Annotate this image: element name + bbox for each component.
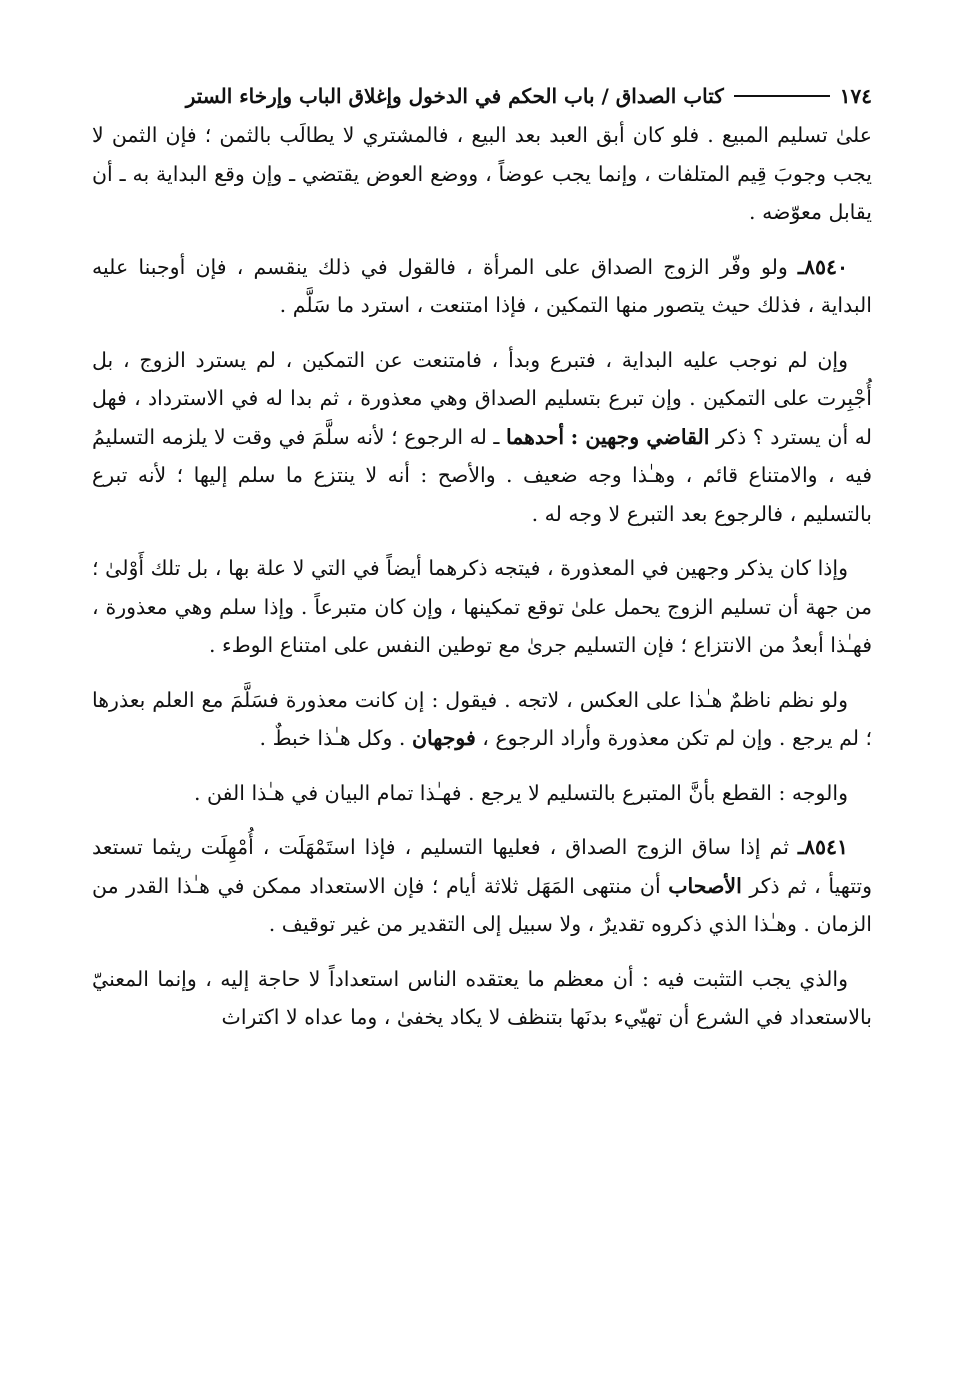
running-header: [92, 76, 872, 116]
header-rule: [734, 95, 830, 97]
paragraph-text: والوجه : القطع بأنَّ المتبرع بالتسليم لا يرجع . فهـٰذا تمام البيان في هـٰذا الفن .: [193, 780, 848, 805]
paragraph-1: [92, 116, 872, 232]
paragraph-4: [92, 549, 872, 665]
bold-term: فوجهان: [411, 726, 476, 750]
paragraph-text: . وكل هـٰذا خبطٌ .: [259, 726, 406, 750]
paragraph-text: ثم إذا ساق الزوج الصداق ، فعليها التسليم ، فإذا استَمْهَلَت ، أُمْهِلَت ريثما تستعد وتتهيأ ، ثم ذكر: [92, 835, 872, 898]
paragraph-text: أن منتهى المَهَل ثلاثة أيام ؛ فإن الاستعداد ممكن في هـٰذا القدر من الزمان . وهـٰذا الذي ذكروه تقديرٌ ، ولا سبيل إلى التقدير من غير توقيف .: [92, 873, 872, 936]
running-title: كتاب الصداق / باب الحكم في الدخول وإغلاق الباب وإرخاء الستر: [185, 84, 724, 108]
paragraph-8540: [92, 248, 872, 325]
paragraph-text: علىٰ تسليم المبيع . فلو كان أبق العبد بعد البيع ، فالمشتري لا يطالَب بالثمن ؛ فإن الثمن لا يجب وجوبَ قِيم المتلفات ، وإنما يجب عوضاً ، ووضع العوض يقتضي ـ وإن وقع البداية به ـ أن يقابل معوّضه .: [92, 123, 872, 224]
paragraph-8: [92, 960, 872, 1037]
paragraph-3: [92, 341, 872, 534]
book-page: [92, 76, 872, 1053]
paragraph-5: [92, 681, 872, 758]
paragraph-6: [92, 774, 872, 813]
page-number: ١٧٤: [839, 84, 872, 108]
section-number: ٨٥٤١ـ: [797, 835, 848, 859]
paragraph-8541: [92, 828, 872, 944]
bold-term: الأصحاب: [668, 873, 742, 898]
paragraph-text: ولو وفّر الزوج الصداق على المرأة ، فالقول في ذلك ينقسم ، فإن أوجبنا عليه البداية ، فذلك حيث يتصور منها التمكين ، فإذا امتنعت ، استرد ما سَلَّم .: [92, 254, 872, 317]
paragraph-text: وإذا كان يذكر وجهين في المعذورة ، فيتجه ذكرهما أيضاً في التي لا علة بها ، بل تلك أَوْلىٰ ؛ من جهة أن تسليم الزوج يحمل علىٰ توقع تمكينها ، وإن كان متبرعاً . وإذا سلم وهي معذورة ، فهـٰذا أبعدُ من الانتزاع ؛ فإن التسليم جرىٰ مع توطين النفس على امتناع الوطء .: [92, 556, 872, 657]
bold-term: القاضي وجهين :: [570, 424, 710, 449]
paragraph-text: وإن لم نوجب عليه البداية ، فتبرع وبدأ ، فامتنعت عن التمكين ، لم يسترد الزوج ، بل أُجْبِرت على التمكين . وإن تبرع بتسليم الصداق وهي معذورة ، ثم بدا له في الاسترداد ، فهل له أن يسترد ؟ ذكر: [92, 347, 872, 449]
section-number: ٨٥٤٠ـ: [797, 254, 848, 279]
paragraph-text: ولو نظم ناظمٌ هـٰذا على العكس ، لاتجه . فيقول : إن كانت معذورة فسَلَّمَ مع العلم بعذرها ؛ لم يرجع . وإن لم تكن معذورة وأراد الرجوع ،: [92, 687, 872, 750]
paragraph-text: ـ له الرجوع ؛ لأنه سلَّمَ في وقت لا يلزمه التسليمُ فيه ، والامتناع قائم ، وهـٰذا وجه ضعيف . والأصح : أنه لا ينتزع ما سلم إليها ؛ لأنه تبرع بالتسليم ، فالرجوع بعد التبرع لا وجه له .: [92, 424, 872, 526]
bold-term: أحدهما: [505, 424, 565, 449]
paragraph-text: والذي يجب التثبت فيه : أن معظم ما يعتقده الناس استعداداً لا حاجة إليه ، وإنما المعنيّ بالاستعداد في الشرع أن تهيّيء بدنَها بتنظف لا يكاد يخفىٰ ، وما عداه لا اكتراث: [92, 966, 872, 1029]
